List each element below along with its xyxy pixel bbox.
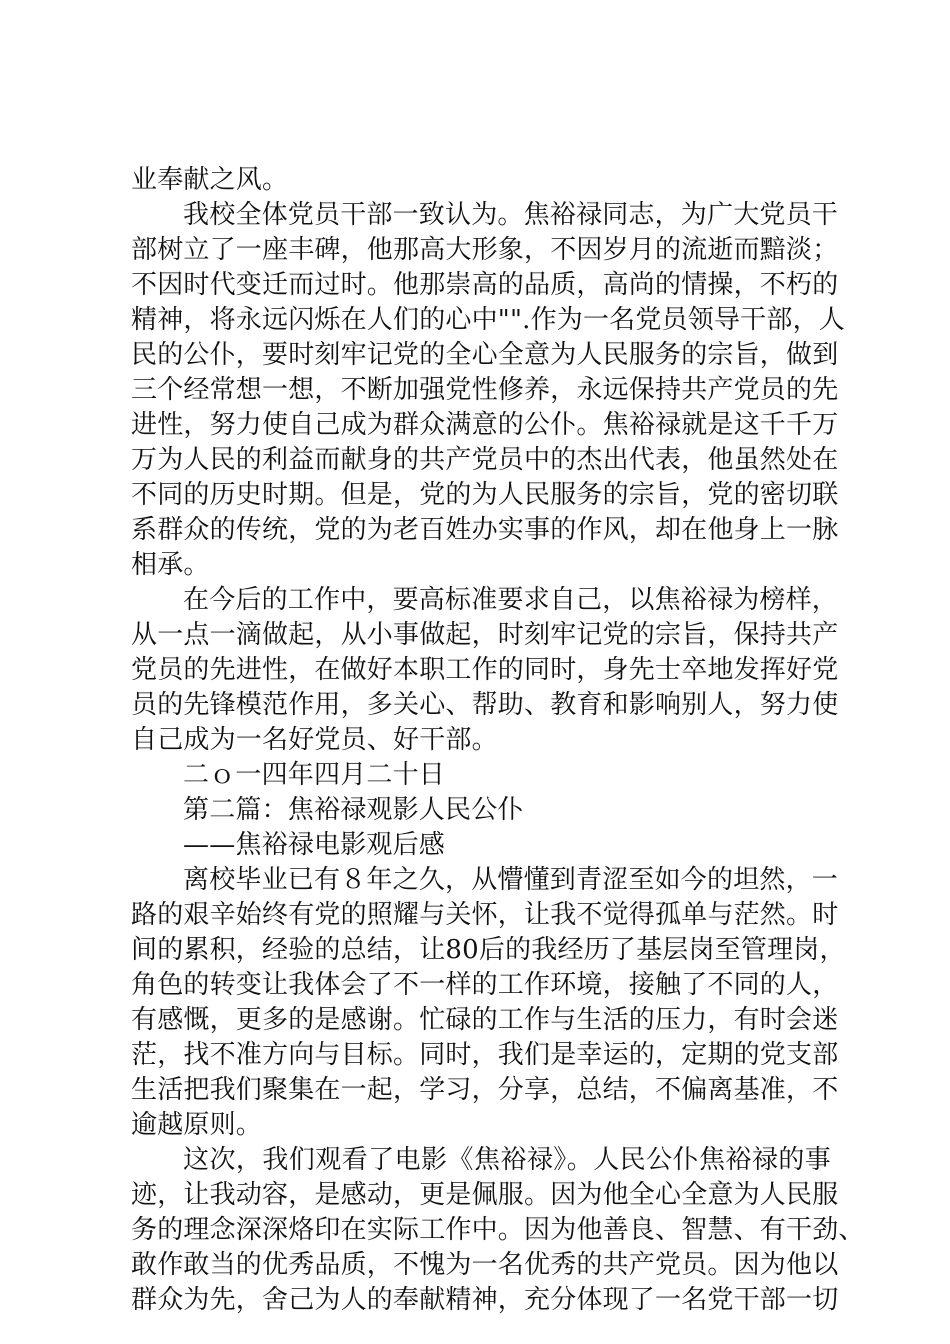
text-line: 迹，让我动容，是感动，更是佩服。因为他全心全意为人民服 bbox=[131, 1180, 839, 1210]
text-line: 员的先锋模范作用，多关心、帮助、教育和影响别人，努力使 bbox=[131, 690, 839, 720]
text-line: 生活把我们聚集在一起，学习，分享，总结，不偏离基准，不 bbox=[131, 1075, 839, 1105]
text-line: 进性，努力使自己成为群众满意的公仆。焦裕禄就是这千千万 bbox=[131, 410, 839, 440]
text-line: 路的艰辛始终有党的照耀与关怀，让我不觉得孤单与茫然。时 bbox=[131, 900, 839, 930]
text-line: 群众为先，舍己为人的奉献精神，充分体现了一名党干部一切 bbox=[131, 1285, 839, 1315]
text-line: 民的公仆，要时刻牢记党的全心全意为人民服务的宗旨，做到 bbox=[131, 340, 839, 370]
text-line: 不同的历史时期。但是，党的为人民服务的宗旨，党的密切联 bbox=[131, 480, 839, 510]
text-line: 敢作敢当的优秀品质，不愧为一名优秀的共产党员。因为他以 bbox=[131, 1250, 839, 1280]
text-line: 党员的先进性，在做好本职工作的同时，身先士卒地发挥好党 bbox=[131, 655, 839, 685]
paragraph-first-line: 离校毕业已有８年之久，从懵懂到青涩至如今的坦然，一 bbox=[183, 865, 839, 895]
text-line: 茫，找不准方向与目标。同时，我们是幸运的，定期的党支部 bbox=[131, 1040, 839, 1070]
text-line: 系群众的传统，党的为老百姓办实事的作风，却在他身上一脉 bbox=[131, 515, 839, 545]
text-line: 间的累积，经验的总结，让80后的我经历了基层岗至管理岗， bbox=[131, 935, 846, 965]
paragraph-first-line: 这次，我们观看了电影《焦裕禄》。人民公仆焦裕禄的事 bbox=[183, 1145, 831, 1175]
text-line: 逾越原则。 bbox=[131, 1110, 263, 1140]
text-line: 自己成为一名好党员、好干部。 bbox=[131, 725, 498, 755]
text-line: 业奉献之风。 bbox=[131, 165, 289, 195]
section-title: 第二篇：焦裕禄观影人民公仆 bbox=[183, 795, 524, 825]
date-line: 二ｏ一四年四月二十日 bbox=[183, 760, 446, 790]
text-line: 三个经常想一想，不断加强党性修养，永远保持共产党员的先 bbox=[131, 375, 839, 405]
paragraph-first-line: 在今后的工作中，要高标准要求自己，以焦裕禄为榜样， bbox=[183, 585, 839, 615]
section-subtitle: ——焦裕禄电影观后感 bbox=[183, 830, 446, 860]
text-line: 部树立了一座丰碑，他那高大形象，不因岁月的流逝而黯淡； bbox=[131, 235, 839, 265]
paragraph-first-line: 我校全体党员干部一致认为。焦裕禄同志，为广大党员干 bbox=[183, 200, 839, 230]
text-line: 不因时代变迁而过时。他那崇高的品质，高尚的情操，不朽的 bbox=[131, 270, 839, 300]
text-line: 相承。 bbox=[131, 550, 210, 580]
text-line: 精神，将永远闪烁在人们的心中"".作为一名党员领导干部，人 bbox=[131, 305, 845, 335]
text-line: 角色的转变让我体会了不一样的工作环境，接触了不同的人， bbox=[131, 970, 839, 1000]
text-line: 万为人民的利益而献身的共产党员中的杰出代表，他虽然处在 bbox=[131, 445, 839, 475]
text-line: 从一点一滴做起，从小事做起，时刻牢记党的宗旨，保持共产 bbox=[131, 620, 839, 650]
text-line: 务的理念深深烙印在实际工作中。因为他善良、智慧、有干劲、 bbox=[131, 1215, 865, 1245]
text-line: 有感慨，更多的是感谢。忙碌的工作与生活的压力，有时会迷 bbox=[131, 1005, 839, 1035]
